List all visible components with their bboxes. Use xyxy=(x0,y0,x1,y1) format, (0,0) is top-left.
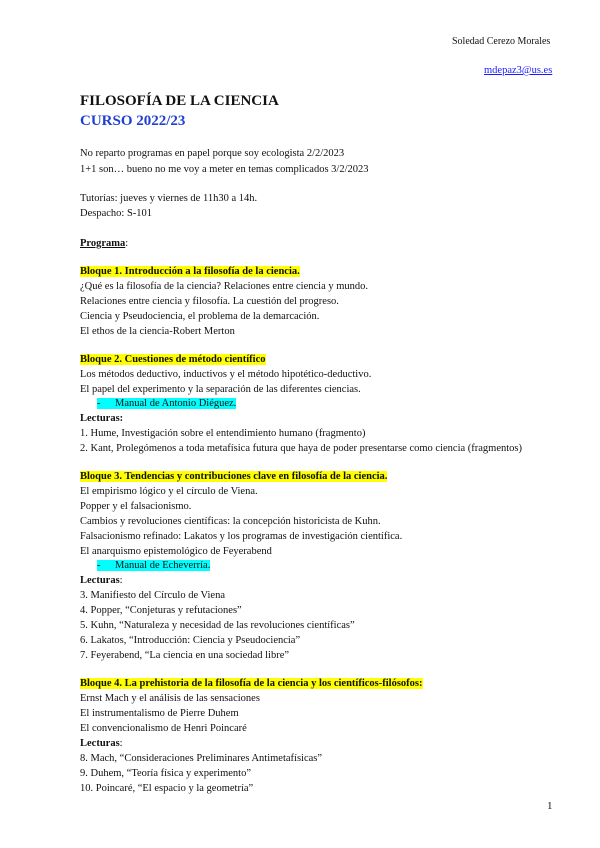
list-item: Ernst Mach y el análisis de las sensaciones xyxy=(80,693,260,704)
list-item: ¿Qué es la filosofía de la ciencia? Relaciones entre ciencia y mundo. xyxy=(80,281,369,292)
list-item: El instrumentalismo de Pierre Duhem xyxy=(80,708,239,719)
block-4-heading-text: Bloque 4. La prehistoria de la filosofía de la ciencia y los científicos-filósofos: xyxy=(80,678,423,689)
block-4-heading xyxy=(80,677,423,690)
list-item: Relaciones entre ciencia y filosofía. La cuestión del progreso. xyxy=(80,296,339,307)
author-name: Soledad Cerezo Morales xyxy=(452,36,551,47)
lecturas-label: Lecturas xyxy=(80,738,120,749)
bullet-dash: - xyxy=(97,560,101,571)
tutorias-text: Tutorías: jueves y viernes de 11h30 a 14h. xyxy=(80,193,258,204)
list-item: El anarquismo epistemológico de Feyerabend xyxy=(80,546,272,557)
reading-item: 5. Kuhn, “Naturaleza y necesidad de las revoluciones científicas” xyxy=(80,620,355,631)
list-item: El papel del experimento y la separación de las diferentes ciencias. xyxy=(80,384,361,395)
lecturas-heading xyxy=(80,574,123,587)
block-2-heading xyxy=(80,353,266,366)
reading-item: 2. Kant, Prolegómenos a toda metafísica futura que haya de poder presentarse como ciencia (fragmentos) xyxy=(80,443,522,454)
bullet-text: Manual de Echeverría. xyxy=(115,560,211,571)
programa-heading xyxy=(80,237,128,250)
author-email-link[interactable]: mdepaz3@us.es xyxy=(484,65,553,76)
reading-item: 9. Duhem, “Teoría física y experimento” xyxy=(80,768,251,779)
reading-item: 4. Popper, “Conjeturas y refutaciones” xyxy=(80,605,242,616)
note-line: No reparto programas en papel porque soy ecologista 2/2/2023 xyxy=(80,148,345,159)
lecturas-label: Lecturas: xyxy=(80,413,124,424)
lecturas-colon: : xyxy=(119,575,123,586)
list-item: El convencionalismo de Henri Poincaré xyxy=(80,723,247,734)
lecturas-heading xyxy=(80,737,123,750)
despacho-text: Despacho: S-101 xyxy=(80,208,153,219)
reading-item: 10. Poincaré, “El espacio y la geometría” xyxy=(80,783,254,794)
block-1-heading xyxy=(80,265,300,278)
page-title: FILOSOFÍA DE LA CIENCIA xyxy=(80,93,279,109)
list-item: Los métodos deductivo, inductivos y el método hipotético-deductivo. xyxy=(80,369,372,380)
lecturas-label: Lecturas xyxy=(80,575,120,586)
reading-item: 3. Manifiesto del Círculo de Viena xyxy=(80,590,225,601)
note-line: 1+1 son… bueno no me voy a meter en temas complicados 3/2/2023 xyxy=(80,164,369,175)
bullet-item xyxy=(97,559,210,572)
block-1-heading-text: Bloque 1. Introducción a la filosofía de la ciencia. xyxy=(80,266,300,277)
programa-label: Programa xyxy=(80,238,126,249)
programa-colon: : xyxy=(125,238,129,249)
list-item: El ethos de la ciencia-Robert Merton xyxy=(80,326,235,337)
list-item: Falsacionismo refinado: Lakatos y los programas de investigación científica. xyxy=(80,531,403,542)
reading-item: 1. Hume, Investigación sobre el entendimiento humano (fragmento) xyxy=(80,428,366,439)
bullet-text: Manual de Antonio Diéguez. xyxy=(115,398,237,409)
block-3-heading xyxy=(80,470,387,483)
reading-item: 8. Mach, “Consideraciones Preliminares Antimetafísicas” xyxy=(80,753,323,764)
block-2-heading-text: Bloque 2. Cuestiones de método científico xyxy=(80,354,266,365)
list-item: Ciencia y Pseudociencia, el problema de la demarcación. xyxy=(80,311,320,322)
page-subtitle: CURSO 2022/23 xyxy=(80,113,186,129)
reading-item: 7. Feyerabend, “La ciencia en una sociedad libre” xyxy=(80,650,290,661)
lecturas-colon: : xyxy=(119,738,123,749)
block-3-heading-text: Bloque 3. Tendencias y contribuciones clave en filosofía de la ciencia. xyxy=(80,471,388,482)
bullet-dash: - xyxy=(97,398,101,409)
list-item: Popper y el falsacionismo. xyxy=(80,501,192,512)
bullet-item xyxy=(97,397,236,410)
list-item: El empirismo lógico y el círculo de Viena. xyxy=(80,486,258,497)
list-item: Cambios y revoluciones científicas: la concepción historicista de Kuhn. xyxy=(80,516,381,527)
page-number: 1 xyxy=(547,800,553,812)
reading-item: 6. Lakatos, “Introducción: Ciencia y Pseudociencia” xyxy=(80,635,301,646)
